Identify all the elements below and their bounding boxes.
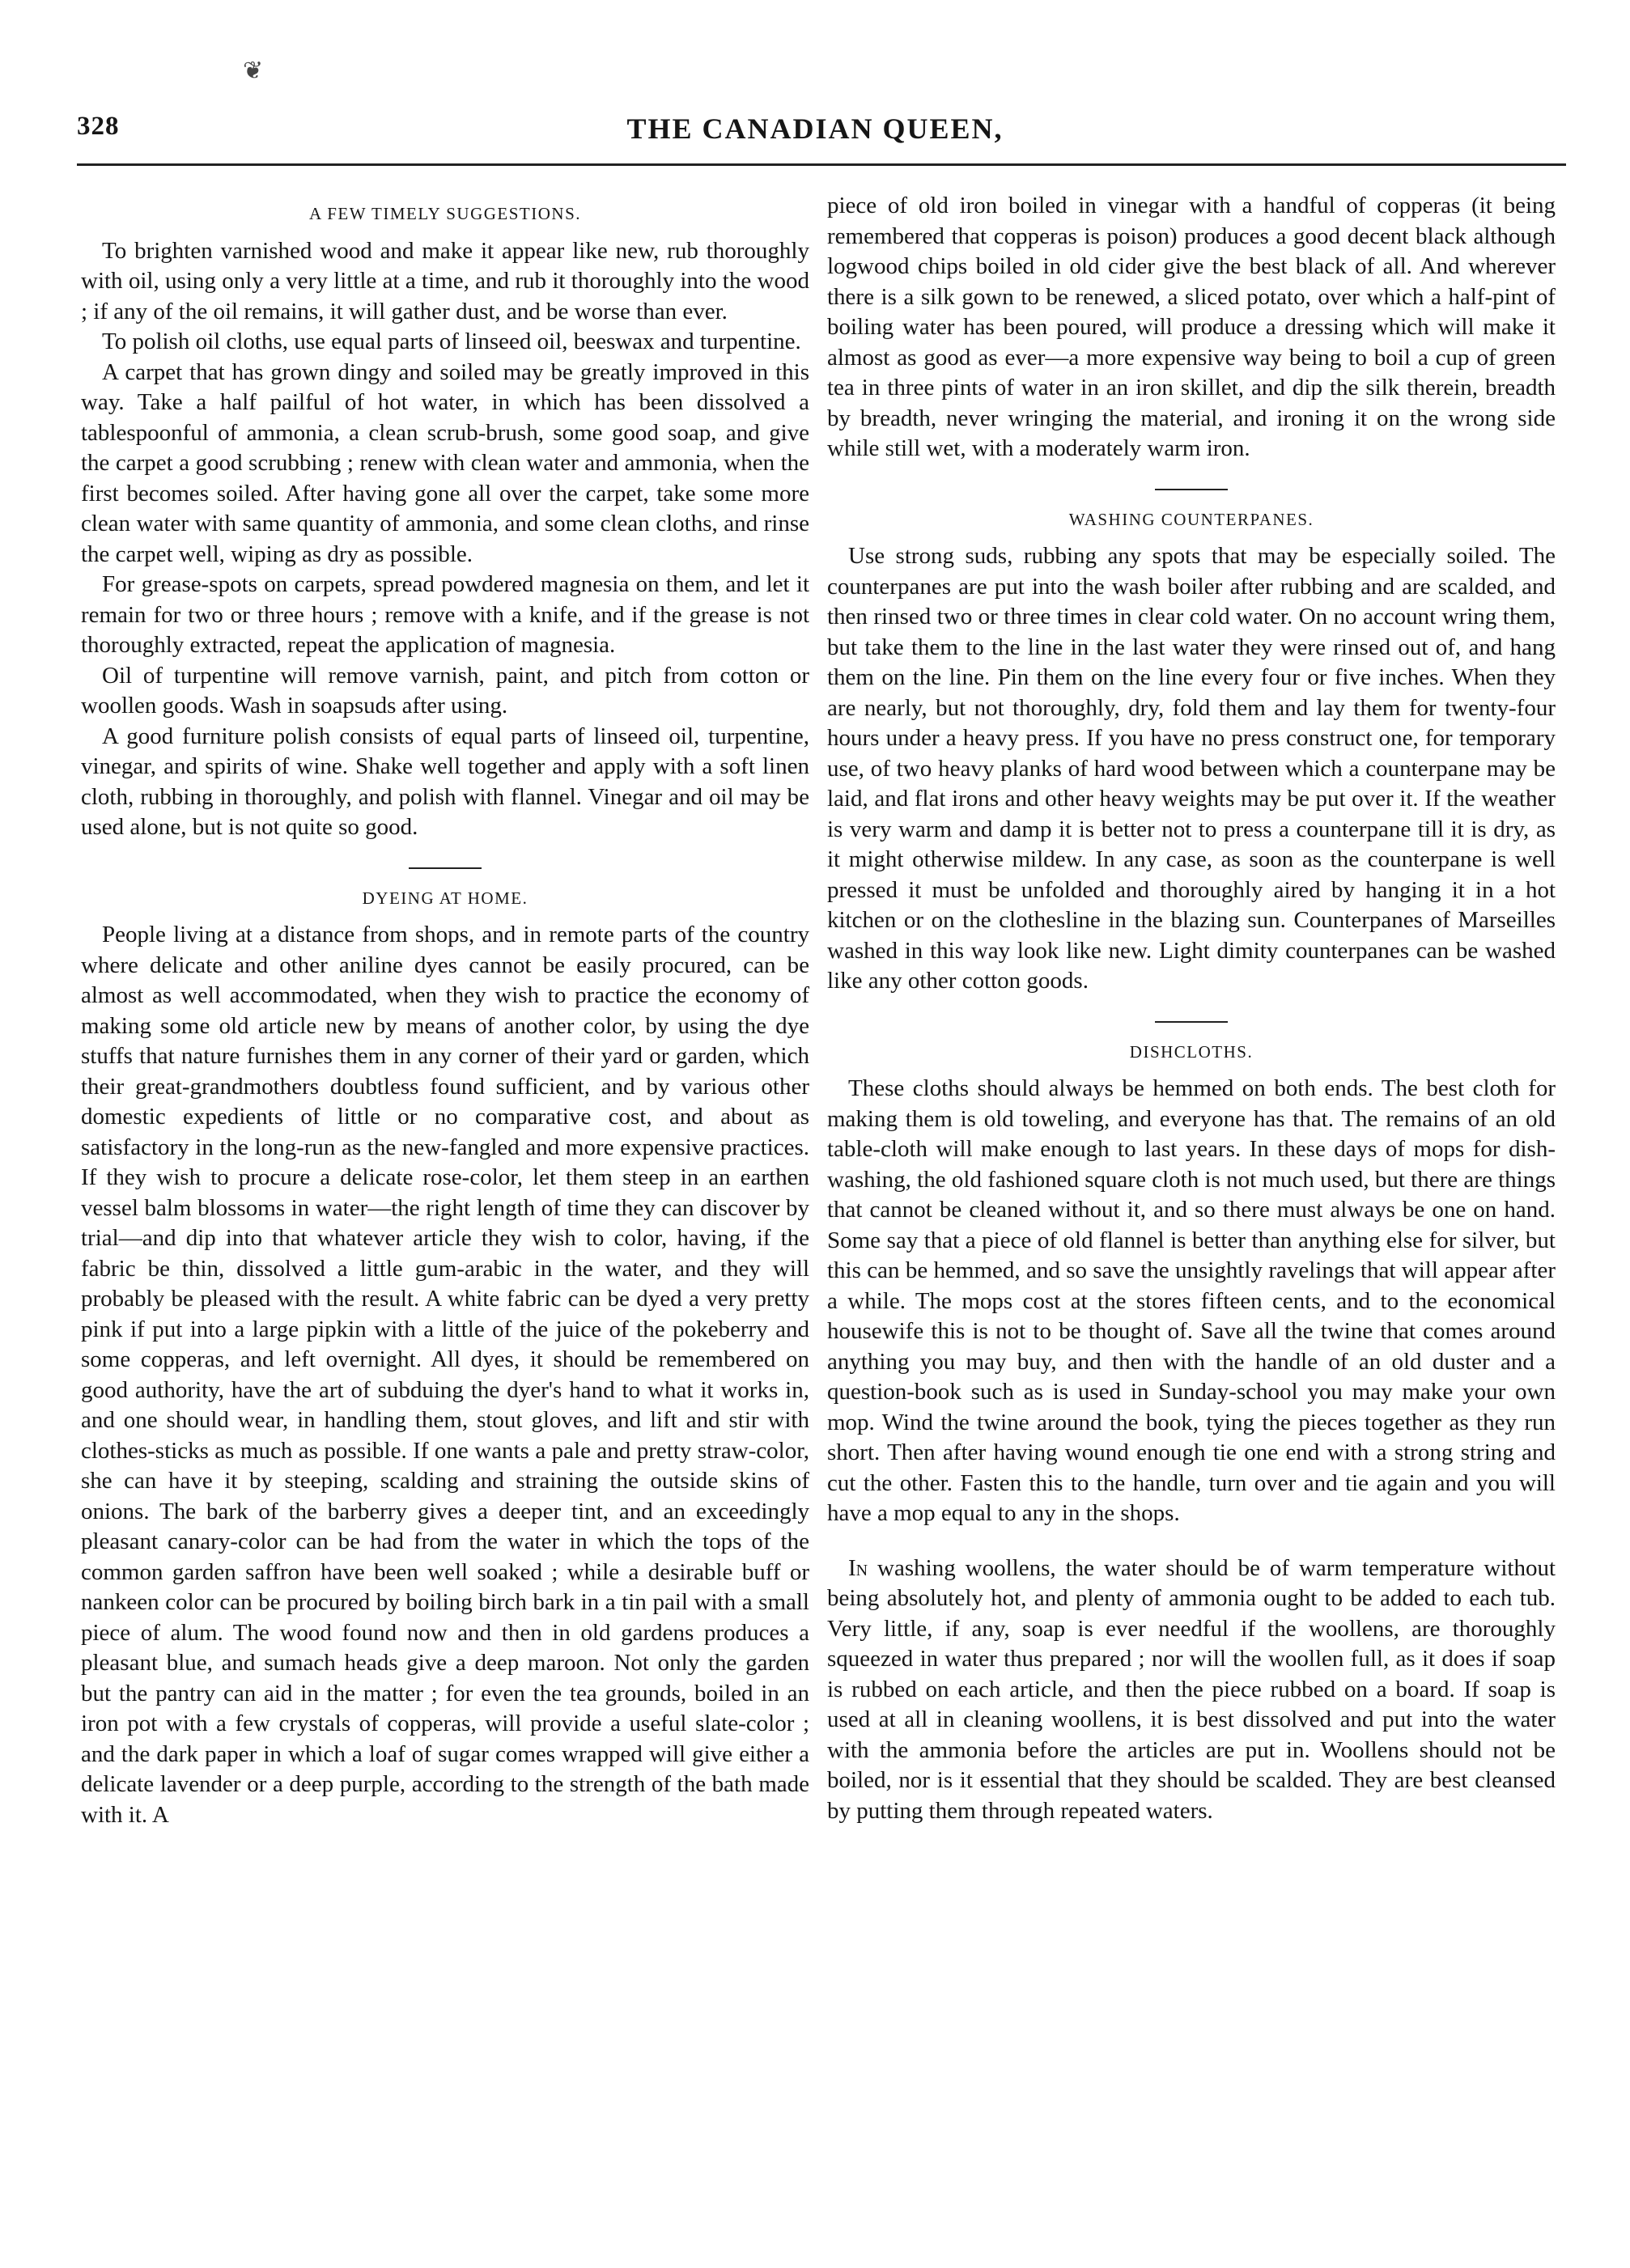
paragraph: A good furniture polish consists of equal parts of linseed oil, turpentine, vinegar, and spirits of wine. Shake well together and apply with a soft linen cloth, rubbing in thoroughly, and polish with flannel. Vinegar and oil may be used alone, but is not quite so good. bbox=[81, 723, 809, 840]
section-heading-dyeing-at-home: DYEING AT HOME. bbox=[362, 888, 528, 908]
section-heading-washing-counterpanes: WASHING COUNTERPANES. bbox=[1068, 509, 1314, 529]
paragraph: These cloths should always be hemmed on both ends. The best cloth for making them is old toweling, and everyone has that. The remains of an old table-cloth will make enough to last years. In these days of mops for dish-washing, the old fashioned square cloth is not much used, but there are things that cannot be cleaned without it, and so there must always be one on hand. Some say that a piece of old flannel is better than anything else for silver, but this can be hemmed, and so save the unsightly ravelings that will appear after a while. The mops cost at the stores fifteen cents, and to the economical housewife this is not to be thought of. Save all the twine that comes around anything you may buy, and then with the handle of an old duster and a question-book such as is used in Sunday-school you may make your own mop. Wind the twine around the book, tying the pieces together as they run short. Then after having wound enough tie one end with a strong string and cut the other. Fasten this to the handle, turn over and tie again and you will have a mop equal to any in the shops. bbox=[827, 1075, 1556, 1526]
paragraph: Use strong suds, rubbing any spots that may be especially soiled. The counterpanes are put into the wash boiler after rubbing and are scalded, and then rinsed two or three times in clear cold water. On no account wring them, but take them to the line in the last water they were rinsed out of, and hang them on the line. Pin them on the line every four or five inches. When they are nearly, but not thoroughly, dry, fold them and lay them for twenty-four hours under a heavy press. If you have no press construct one, for temporary use, of two heavy planks of hard wood between which a counterpane may be laid, and flat irons and other heavy weights may be put over it. If the weather is very warm and damp it is better not to press a counterpane till it is dry, as it might otherwise mildew. In any case, as soon as the counterpane is well pressed it must be unfolded and thoroughly aired by hanging it in a hot kitchen or on the clothesline in the blazing sun. Counterpanes of Marseilles washed in this way look like new. Light dimity counterpanes can be washed like any other cotton goods. bbox=[827, 543, 1556, 994]
paragraph: To polish oil cloths, use equal parts of linseed oil, beeswax and turpentine. bbox=[102, 329, 801, 354]
section-heading-dishcloths: DISHCLOTHS. bbox=[1129, 1041, 1254, 1062]
paragraph: Oil of turpentine will remove varnish, paint, and pitch from cotton or woollen goods. Wash in soapsuds after using. bbox=[81, 662, 809, 719]
printer-ornament-icon: ❦ bbox=[243, 57, 264, 84]
left-column bbox=[81, 191, 809, 1830]
section-divider bbox=[1155, 489, 1228, 490]
paragraph: To brighten varnished wood and make it appear like new, rub thoroughly with oil, using only a very little at a time, and rub it thoroughly into the wood ; if any of the oil remains, it will gather dust, and be worse than ever. bbox=[81, 237, 809, 324]
section-divider bbox=[1155, 1021, 1228, 1023]
paragraph-text: washing woollens, the water should be of warm temperature without being absolutely hot, and plenty of ammonia ought to be added to each tub. Very little, if any, soap is ever needful if the woollens, are thoroughly squeezed in water thus prepared ; nor will the woollen full, as it does if soap is rubbed on each article, and then the piece rubbed on a board. If soap is used at all in cleaning woollens, it is best dissolved and put into the water with the ammonia before the articles are put in. Woollens should not be boiled, nor is it essential that they should be scalded. They are best cleansed by putting them through repeated waters. bbox=[827, 1554, 1556, 1824]
paragraph: A carpet that has grown dingy and soiled may be greatly improved in this way. Take a half pailful of hot water, in which has been dissolved a tablespoonful of ammonia, a clean scrub-brush, some good soap, and give the carpet a good scrubbing ; renew with clean water and ammonia, when the first becomes soiled. After having gone all over the carpet, take some more clean water with same quantity of ammonia, and some clean cloths, and rinse the carpet well, wiping as dry as possible. bbox=[81, 358, 809, 567]
header-rule bbox=[77, 163, 1566, 166]
page-number: 328 bbox=[77, 112, 120, 141]
paragraph: For grease-spots on carpets, spread powdered magnesia on them, and let it remain for two or three hours ; remove with a knife, and if the grease is not thoroughly extracted, repeat the application of magnesia. bbox=[81, 571, 809, 658]
paragraph: People living at a distance from shops, and in remote parts of the country where delicate and other aniline dyes cannot be easily procured, can be almost as well accommodated, when they wish to practice the economy of making some old article new by means of another color, by using the dye stuffs that nature furnishes them in any corner of their yard or garden, which their great-grandmothers doubtless found sufficient, and by various other domestic expedients of little or no comparative cost, and about as satisfactory in the long-run as the new-fangled and more expensive practices. If they wish to procure a delicate rose-color, let them steep in an earthen vessel balm blossoms in water—the right length of time they can discover by trial—and dip into that whatever article they wish to color, having, if the fabric be thin, dissolved a little gum-arabic in the water, and they will probably be pleased with the result. A white fabric can be dyed a very pretty pink if put into a large pipkin with a little of the juice of the pokeberry and some copperas, and left overnight. All dyes, it should be remembered on good authority, have the art of subduing the dyer's hand to what it works in, and one should wear, in handling them, stout gloves, and lift and stir with clothes-sticks as much as possible. If one wants a pale and pretty straw-color, she can have it by steeping, scalding and straining the outside skins of onions. The bark of the barberry gives a deeper tint, and an exceedingly pleasant canary-color can be had from the water in which the tops of the common garden saffron have been well soaked ; while a desirable buff or nankeen color can be procured by boiling birch bark in a tin pail with a small piece of alum. The wood found now and then in old gardens produces a pleasant blue, and sumach heads give a deep maroon. Not only the garden but the pantry can aid in the matter ; for even the tea grounds, boiled in an iron pot with a few crystals of copperas, will provide a useful slate-color ; and the dark paper in which a loaf of sugar comes wrapped will give either a delicate lavender or a deep purple, according to the strength of the bath made with it. A bbox=[81, 922, 809, 1828]
paragraph-continuation: piece of old iron boiled in vinegar with a handful of copperas (it being remembered that copperas is poison) produces a good decent black although logwood chips boiled in old cider give the best black of all. And wherever there is a silk gown to be renewed, a sliced potato, over which a half-pint of boiling water has been poured, will produce a dressing which will make it almost as good as ever—a more expensive way being to boil a cup of green tea in three pints of water in an iron skillet, and dip the silk therein, breadth by breadth, never wringing the material, and ironing it on the wrong side while still wet, with a moderately warm iron. bbox=[827, 193, 1556, 461]
lead-word: In bbox=[848, 1554, 868, 1581]
running-title: THE CANADIAN QUEEN, bbox=[626, 112, 1004, 145]
right-column bbox=[827, 191, 1556, 1826]
paragraph-woollens bbox=[827, 1554, 1556, 1827]
section-heading-timely-suggestions: A FEW TIMELY SUGGESTIONS. bbox=[308, 204, 582, 223]
section-divider bbox=[409, 867, 482, 869]
